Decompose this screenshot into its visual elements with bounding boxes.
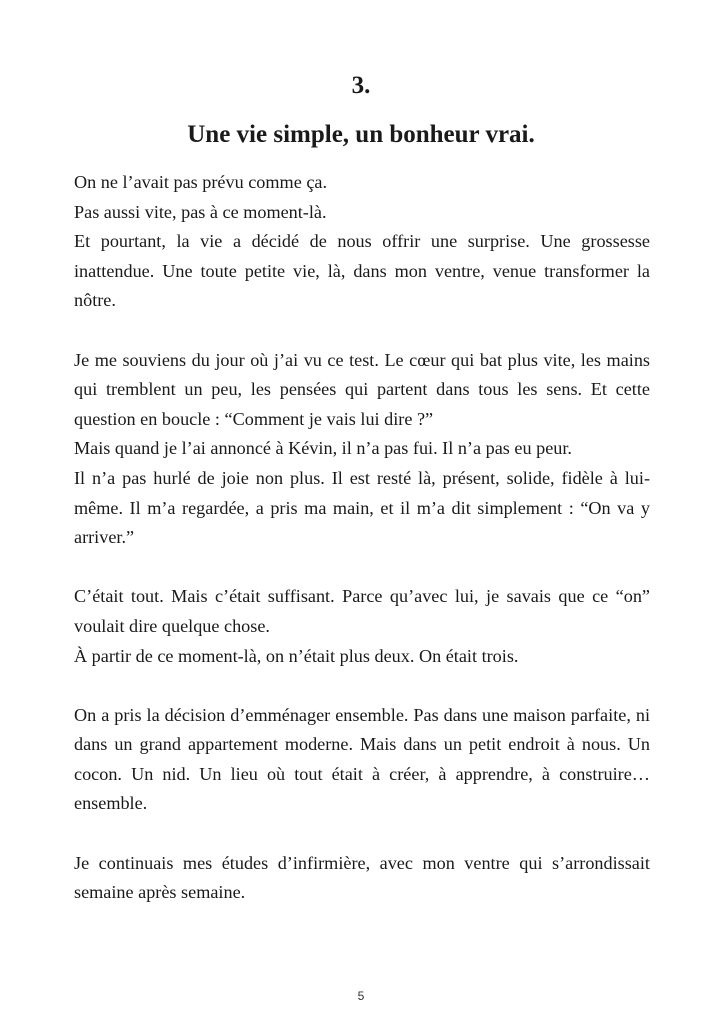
paragraph — [74, 346, 650, 553]
chapter-number: 3. — [351, 72, 371, 99]
paragraph — [74, 849, 650, 908]
paragraph — [74, 701, 650, 819]
chapter-body — [74, 168, 650, 937]
paragraph — [74, 168, 650, 316]
text-line: Mais quand je l’ai annoncé à Kévin, il n’a pas fui. Il n’a pas eu peur. — [74, 438, 572, 459]
paragraph — [74, 582, 650, 671]
text-line: Et pourtant, la vie a décidé de nous offrir une surprise. Une grossesse inattendue. Une toute petite vie, là, dans mon ventre, venue transformer la nôtre. — [74, 231, 650, 311]
text-line: On ne l’avait pas prévu comme ça. — [74, 172, 328, 192]
text-line: À partir de ce moment-là, on n’était plus deux. On était trois. — [74, 645, 519, 666]
text-line: Pas aussi vite, pas à ce moment-là. — [74, 201, 327, 222]
text-line: Je continuais mes études d’infirmière, avec mon ventre qui s’arrondissait semaine après semaine. — [74, 852, 650, 903]
text-line: Je me souviens du jour où j’ai vu ce test. Le cœur qui bat plus vite, les mains qui tremblent un peu, les pensées qui partent dans tous les sens. Et cette question en boucle : “Comment je vais lui dire ?” — [74, 349, 650, 429]
page-number: 5 — [357, 989, 365, 1003]
chapter-title: Une vie simple, un bonheur vrai. — [187, 121, 535, 148]
text-line: C’était tout. Mais c’était suffisant. Parce qu’avec lui, je savais que ce “on” voulait dire quelque chose. — [74, 586, 650, 636]
text-line: On a pris la décision d’emménager ensemble. Pas dans une maison parfaite, ni dans un grand appartement moderne. Mais dans un petit endroit à nous. Un cocon. Un nid. Un lieu où tout était à créer, à apprendre, à construire… ensemble. — [74, 704, 650, 814]
text-line: Il n’a pas hurlé de joie non plus. Il est resté là, présent, solide, fidèle à lui-même. Il m’a regardée, a pris ma main, et il m’a dit simplement : “On va y arriver.” — [74, 467, 650, 548]
